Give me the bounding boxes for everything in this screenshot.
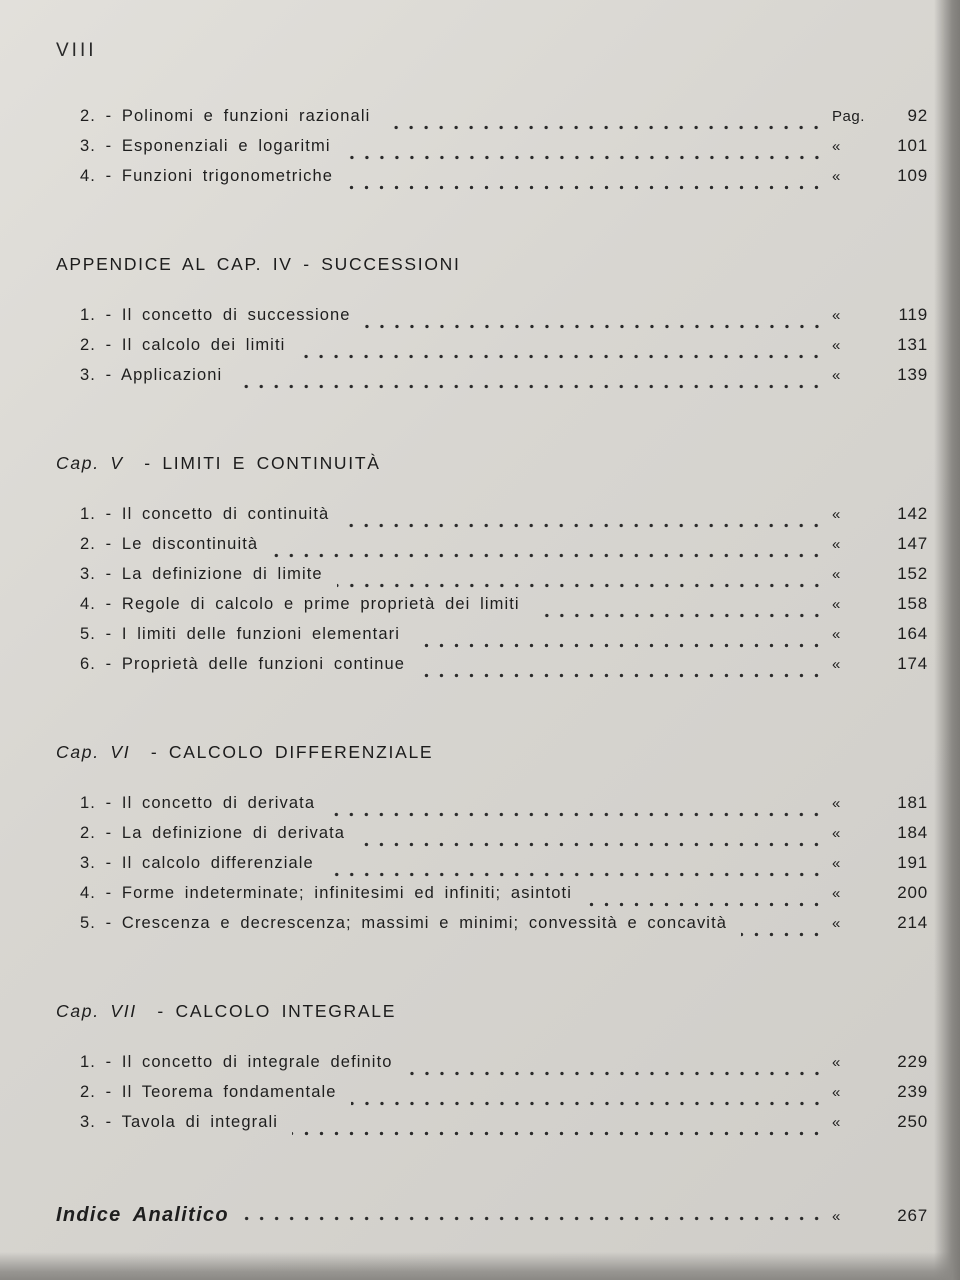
entry-page-number: 229 bbox=[897, 1052, 928, 1071]
entry-page-number: 239 bbox=[897, 1082, 928, 1101]
page-col bbox=[832, 136, 928, 156]
page-col bbox=[832, 883, 928, 903]
section-title: - LIMITI E CONTINUITÀ bbox=[144, 453, 381, 473]
entry-title: 2. - Le discontinuità bbox=[80, 535, 259, 553]
toc-entry bbox=[80, 793, 928, 823]
entry-page-mark: « bbox=[832, 168, 841, 185]
scan-edge-bottom bbox=[0, 1252, 960, 1280]
entry-page-number: 92 bbox=[907, 106, 928, 125]
entry-page-number: 174 bbox=[897, 654, 928, 673]
dot-leader bbox=[359, 842, 824, 847]
dot-leader bbox=[419, 673, 824, 678]
entry-title: 3. - Tavola di integrali bbox=[80, 1113, 279, 1131]
entry-title: 1. - Il concetto di integrale definito bbox=[80, 1053, 393, 1071]
dot-leader bbox=[586, 902, 824, 907]
page-col bbox=[832, 564, 928, 584]
entry-page-mark: « bbox=[832, 566, 841, 583]
chapter-label: Cap. VII bbox=[56, 1001, 137, 1021]
entry-title: 4. - Regole di calcolo e prime proprietà dei limiti bbox=[80, 595, 520, 613]
entry-page-number: 142 bbox=[897, 504, 928, 523]
toc-section bbox=[56, 254, 928, 395]
dot-leader bbox=[329, 812, 824, 817]
entry-page-number: 181 bbox=[897, 793, 928, 812]
entry-title: 5. - Crescenza e decrescenza; massimi e minimi; convessità e concavità bbox=[80, 914, 728, 932]
dot-leader bbox=[414, 643, 824, 648]
entry-page-mark: « bbox=[832, 656, 841, 673]
entry-page-number: 119 bbox=[898, 305, 928, 324]
dot-leader bbox=[343, 523, 824, 528]
chapter-label: Cap. V bbox=[56, 453, 124, 473]
toc-entry bbox=[80, 564, 928, 594]
entry-page-mark: « bbox=[832, 626, 841, 643]
section-heading bbox=[56, 254, 928, 275]
page-col bbox=[832, 1082, 928, 1102]
page-col bbox=[832, 1206, 928, 1226]
dot-leader bbox=[345, 155, 824, 160]
toc-section bbox=[56, 106, 928, 196]
toc-entry bbox=[80, 624, 928, 654]
entry-page-number: 200 bbox=[897, 883, 928, 902]
section-title: - CALCOLO INTEGRALE bbox=[157, 1001, 397, 1021]
toc-entry bbox=[80, 883, 928, 913]
page-col bbox=[832, 1052, 928, 1072]
entry-page-number: 147 bbox=[897, 534, 928, 553]
index-page-mark: « bbox=[832, 1208, 841, 1225]
entry-page-number: 191 bbox=[897, 853, 928, 872]
entry-list bbox=[56, 793, 928, 943]
entry-title: 4. - Funzioni trigonometriche bbox=[80, 167, 333, 185]
entry-page-mark: « bbox=[832, 506, 841, 523]
entry-list bbox=[56, 106, 928, 196]
entry-page-number: 214 bbox=[897, 913, 928, 932]
dot-leader bbox=[534, 613, 824, 618]
entry-page-mark: « bbox=[832, 307, 841, 324]
entry-page-mark: « bbox=[832, 337, 841, 354]
entry-page-number: 131 bbox=[897, 335, 928, 354]
toc-entry bbox=[80, 504, 928, 534]
toc-section bbox=[56, 1001, 928, 1142]
page-col bbox=[832, 913, 928, 933]
toc-entry bbox=[80, 1112, 928, 1142]
page-col bbox=[832, 853, 928, 873]
entry-title: 3. - Applicazioni bbox=[80, 366, 223, 384]
entry-title: 1. - Il concetto di continuità bbox=[80, 505, 330, 523]
dot-leader bbox=[407, 1071, 824, 1076]
entry-title: 6. - Proprietà delle funzioni continue bbox=[80, 655, 406, 673]
entry-title: 3. - La definizione di limite bbox=[80, 565, 323, 583]
toc-entry bbox=[80, 594, 928, 624]
entry-title: 5. - I limiti delle funzioni elementari bbox=[80, 625, 401, 643]
entry-title: 2. - Polinomi e funzioni razionali bbox=[80, 107, 371, 125]
entry-title: 4. - Forme indeterminate; infinitesimi ed infiniti; asintoti bbox=[80, 884, 572, 902]
page-col bbox=[832, 823, 928, 843]
entry-list bbox=[56, 504, 928, 684]
page-col bbox=[832, 793, 928, 813]
entry-title: 3. - Il calcolo differenziale bbox=[80, 854, 314, 872]
entry-page-mark: « bbox=[832, 795, 841, 812]
entry-list bbox=[56, 305, 928, 395]
dot-leader bbox=[384, 125, 824, 130]
entry-page-number: 109 bbox=[897, 166, 928, 185]
page-col bbox=[832, 654, 928, 674]
entry-list bbox=[56, 1052, 928, 1142]
toc-entry bbox=[80, 823, 928, 853]
entry-page-number: 184 bbox=[897, 823, 928, 842]
toc-entry bbox=[80, 365, 928, 395]
entry-page-mark: « bbox=[832, 855, 841, 872]
scan-edge-right bbox=[934, 0, 960, 1280]
index-page-number: 267 bbox=[897, 1206, 928, 1225]
dot-leader bbox=[292, 1131, 824, 1136]
entry-page-mark: Pag. bbox=[832, 108, 865, 125]
section-heading bbox=[56, 742, 928, 763]
toc-section bbox=[56, 453, 928, 684]
toc-entry bbox=[80, 335, 928, 365]
entry-page-mark: « bbox=[832, 825, 841, 842]
entry-page-number: 158 bbox=[897, 594, 928, 613]
chapter-label: Cap. VI bbox=[56, 742, 131, 762]
toc-entry bbox=[80, 534, 928, 564]
entry-page-mark: « bbox=[832, 885, 841, 902]
entry-title: 2. - La definizione di derivata bbox=[80, 824, 346, 842]
dot-leader bbox=[299, 354, 824, 359]
index-entry bbox=[56, 1204, 928, 1227]
page-col bbox=[832, 1112, 928, 1132]
toc-entry bbox=[80, 853, 928, 883]
dot-leader bbox=[328, 872, 824, 877]
page-col bbox=[832, 305, 928, 325]
entry-title: 3. - Esponenziali e logaritmi bbox=[80, 137, 331, 155]
entry-title: 1. - Il concetto di derivata bbox=[80, 794, 316, 812]
toc-entry bbox=[80, 305, 928, 335]
toc-entry bbox=[80, 1052, 928, 1082]
toc-entry bbox=[80, 136, 928, 166]
dot-leader bbox=[347, 185, 824, 190]
entry-title: 1. - Il concetto di successione bbox=[80, 306, 351, 324]
section-title: APPENDICE AL CAP. IV - SUCCESSIONI bbox=[56, 254, 461, 274]
entry-page-mark: « bbox=[832, 138, 841, 155]
dot-leader bbox=[351, 1101, 824, 1106]
entry-page-number: 152 bbox=[897, 564, 928, 583]
dot-leader bbox=[243, 1216, 824, 1221]
dot-leader bbox=[272, 553, 824, 558]
page-col bbox=[832, 534, 928, 554]
page-col bbox=[832, 365, 928, 385]
page-number-folio: VIII bbox=[56, 40, 97, 61]
index-entry-title: Indice Analitico bbox=[56, 1204, 229, 1226]
dot-leader bbox=[365, 324, 824, 329]
entry-page-number: 164 bbox=[897, 624, 928, 643]
toc-sections bbox=[56, 106, 928, 1142]
entry-page-mark: « bbox=[832, 915, 841, 932]
dot-leader bbox=[236, 384, 824, 389]
entry-title: 2. - Il Teorema fondamentale bbox=[80, 1083, 337, 1101]
toc-entry bbox=[80, 166, 928, 196]
page-col bbox=[832, 594, 928, 614]
entry-page-mark: « bbox=[832, 367, 841, 384]
page-col bbox=[832, 106, 928, 126]
toc-section bbox=[56, 742, 928, 943]
page-col bbox=[832, 624, 928, 644]
entry-page-mark: « bbox=[832, 596, 841, 613]
page-col bbox=[832, 504, 928, 524]
entry-page-number: 139 bbox=[897, 365, 928, 384]
toc-entry bbox=[80, 913, 928, 943]
toc-entry bbox=[80, 654, 928, 684]
entry-page-number: 250 bbox=[897, 1112, 928, 1131]
section-title: - CALCOLO DIFFERENZIALE bbox=[150, 742, 434, 762]
entry-title: 2. - Il calcolo dei limiti bbox=[80, 336, 286, 354]
entry-page-mark: « bbox=[832, 1054, 841, 1071]
entry-page-number: 101 bbox=[897, 136, 928, 155]
page-col bbox=[832, 335, 928, 355]
toc-entry bbox=[80, 1082, 928, 1112]
entry-page-mark: « bbox=[832, 1084, 841, 1101]
page-col bbox=[832, 166, 928, 186]
entry-page-mark: « bbox=[832, 1114, 841, 1131]
dot-leader bbox=[337, 583, 824, 588]
section-heading bbox=[56, 453, 928, 474]
section-heading bbox=[56, 1001, 928, 1022]
toc-entry bbox=[80, 106, 928, 136]
entry-page-mark: « bbox=[832, 536, 841, 553]
dot-leader bbox=[741, 932, 824, 937]
